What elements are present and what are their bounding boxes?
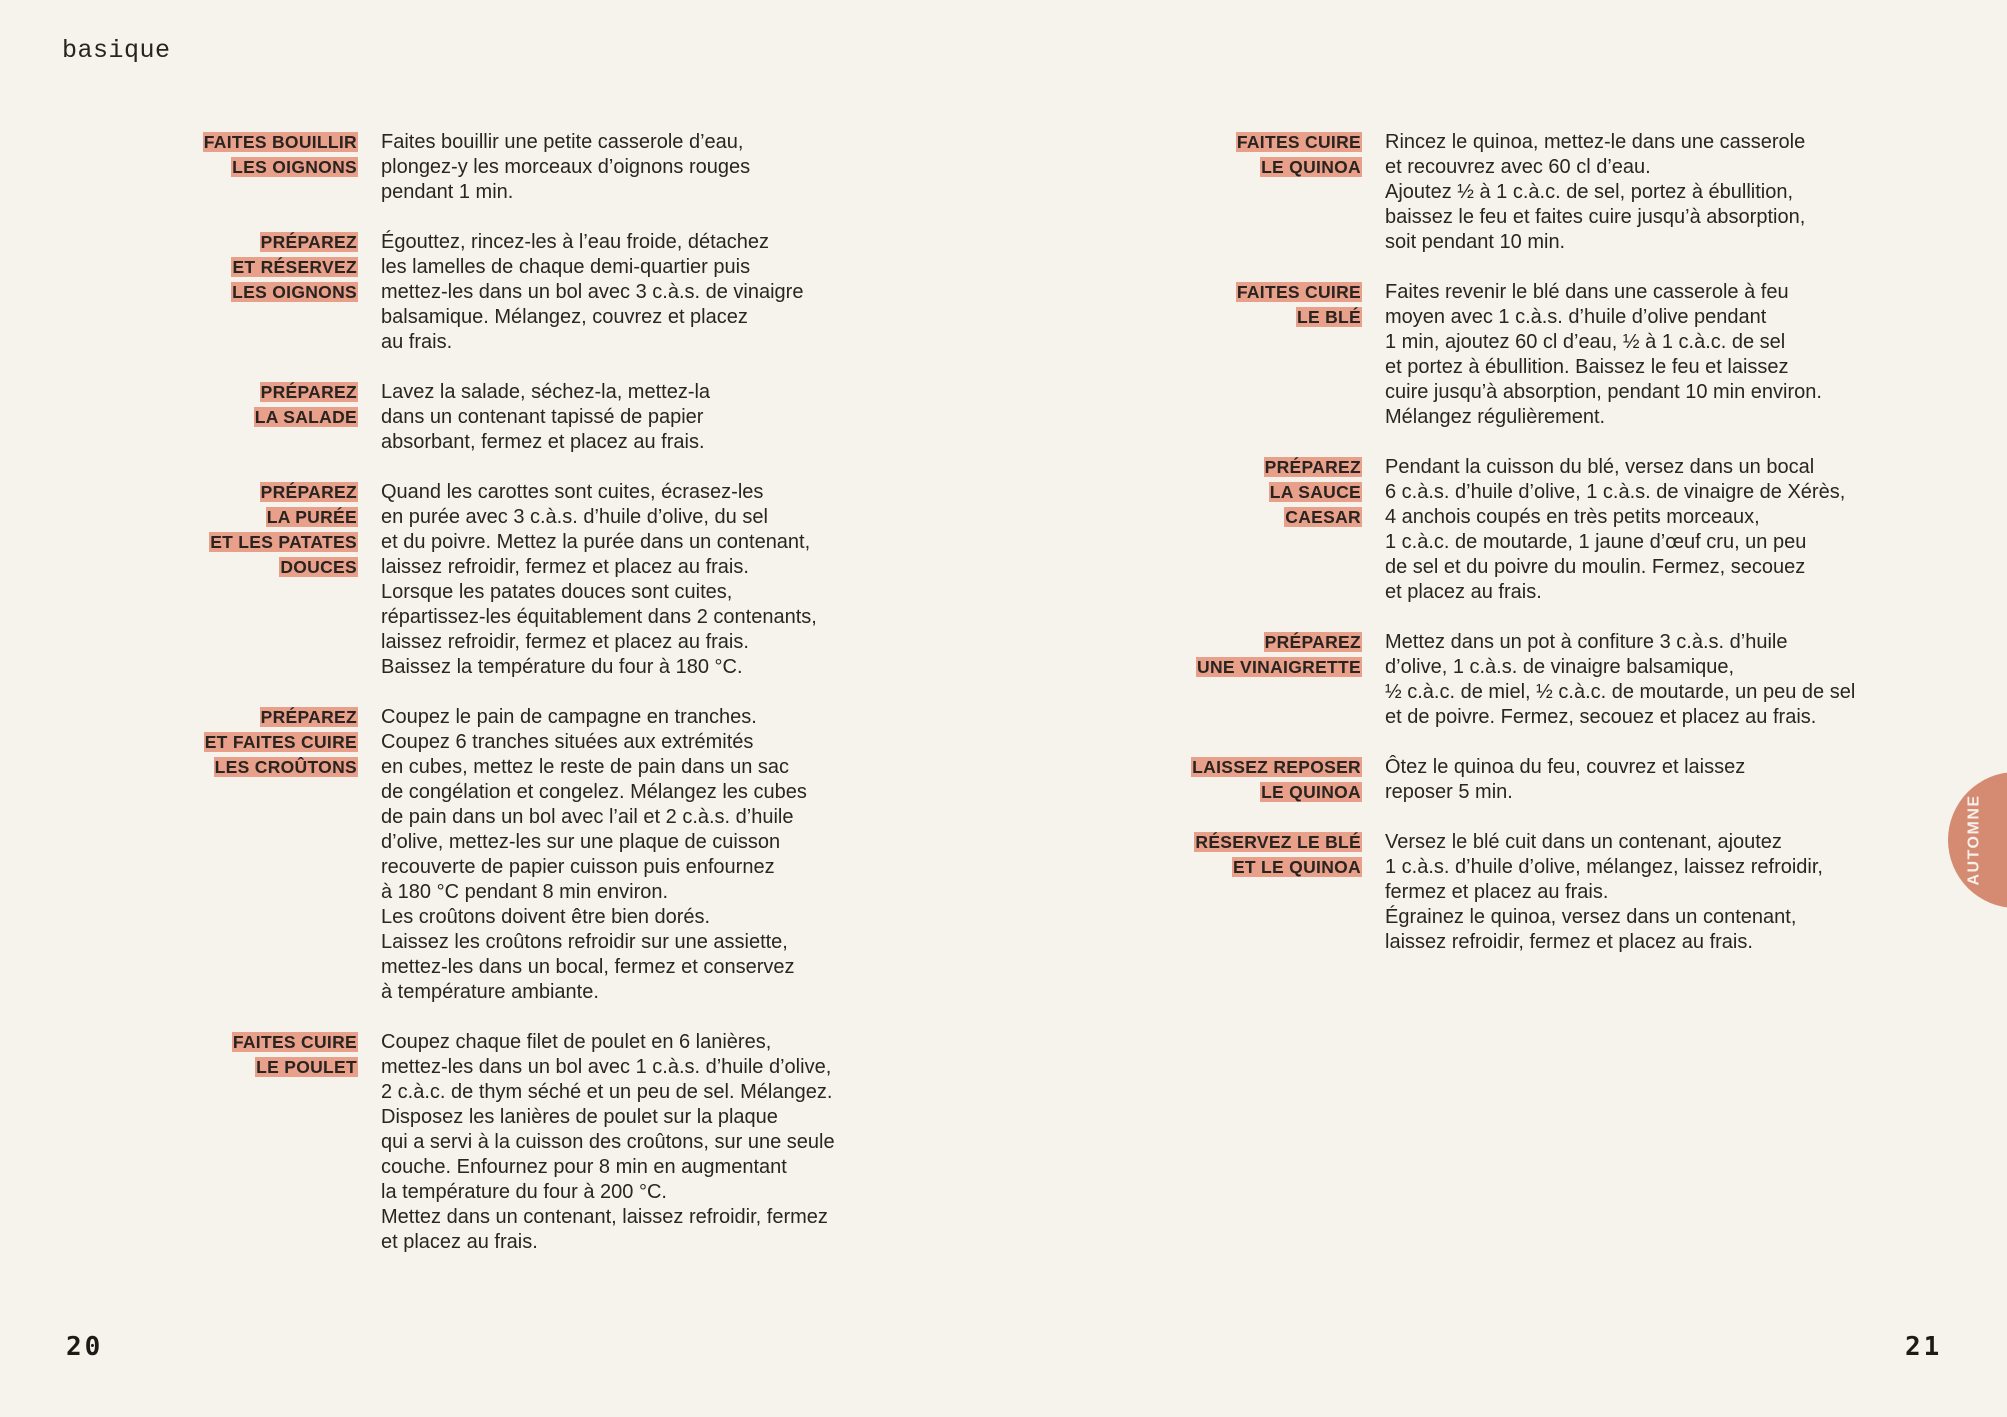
step-text-line: et du poivre. Mettez la purée dans un contenant, [381, 531, 811, 553]
recipe-step [1004, 830, 1924, 955]
step-text-line: cuire jusqu’à absorption, pendant 10 min environ. [1385, 381, 1822, 403]
right-page-steps [1004, 130, 1924, 980]
step-label-line: PRÉPAREZ [260, 382, 357, 402]
step-text [381, 705, 921, 1005]
step-text-line: de pain dans un bol avec l’ail et 2 c.à.s. d’huile [381, 806, 794, 828]
step-text-line: Coupez chaque filet de poulet en 6 lanières, [381, 1031, 772, 1053]
step-label [0, 1030, 358, 1255]
step-text-line: Quand les carottes sont cuites, écrasez-les [381, 481, 764, 503]
step-text-line: d’olive, mettez-les sur une plaque de cuisson [381, 831, 781, 853]
recipe-step [1004, 280, 1924, 430]
step-label-line: LE POULET [256, 1057, 357, 1077]
step-label-line: LA SAUCE [1269, 482, 1361, 502]
step-text-line: de sel et du poivre du moulin. Fermez, secouez [1385, 556, 1806, 578]
step-text-line: absorbant, fermez et placez au frais. [381, 431, 705, 453]
recipe-step [0, 1030, 960, 1255]
recipe-step [0, 705, 960, 1005]
recipe-step [1004, 755, 1924, 805]
step-text-line: 1 c.à.s. d’huile d’olive, mélangez, laissez refroidir, [1385, 856, 1823, 878]
step-text-line: ½ c.à.c. de miel, ½ c.à.c. de moutarde, un peu de sel [1385, 681, 1856, 703]
step-label-line: ET LES PATATES [210, 532, 357, 552]
step-text-line: reposer 5 min. [1385, 781, 1513, 803]
step-text-line: à température ambiante. [381, 981, 599, 1003]
step-text-line: de congélation et congelez. Mélangez les cubes [381, 781, 807, 803]
step-label-line: LES OIGNONS [232, 157, 357, 177]
step-label-line: ET FAITES CUIRE [204, 732, 357, 752]
step-text-line: d’olive, 1 c.à.s. de vinaigre balsamique, [1385, 656, 1735, 678]
step-text-line: recouverte de papier cuisson puis enfournez [381, 856, 775, 878]
recipe-step [0, 380, 960, 455]
step-text-line: Égrainez le quinoa, versez dans un contenant, [1385, 906, 1797, 928]
step-label-line: ET RÉSERVEZ [232, 257, 357, 277]
step-text-line: la température du four à 200 °C. [381, 1181, 667, 1203]
step-text-line: en purée avec 3 c.à.s. d’huile d’olive, du sel [381, 506, 768, 528]
step-label-line: PRÉPAREZ [260, 482, 357, 502]
step-text-line: en cubes, mettez le reste de pain dans un sac [381, 756, 790, 778]
step-label-line: LE BLÉ [1296, 307, 1361, 327]
step-text-line: Rincez le quinoa, mettez-le dans une casserole [1385, 131, 1806, 153]
step-label-line: LE QUINOA [1261, 157, 1361, 177]
step-text-line: Pendant la cuisson du blé, versez dans un bocal [1385, 456, 1815, 478]
step-label-line: PRÉPAREZ [1264, 457, 1361, 477]
step-text-line: Égouttez, rincez-les à l’eau froide, détachez [381, 231, 769, 253]
step-text-line: Faites bouillir une petite casserole d’eau, [381, 131, 744, 153]
step-text [1385, 830, 1925, 955]
step-text [1385, 755, 1925, 805]
step-label [1004, 755, 1362, 805]
page-header-title: basique [62, 36, 171, 65]
step-label-line: PRÉPAREZ [260, 232, 357, 252]
step-label-line: LAISSEZ REPOSER [1192, 757, 1361, 777]
step-text-line: Les croûtons doivent être bien dorés. [381, 906, 711, 928]
step-text-line: et placez au frais. [381, 1231, 538, 1253]
step-text-line: et de poivre. Fermez, secouez et placez au frais. [1385, 706, 1817, 728]
page-number-right: 21 [1905, 1332, 1943, 1362]
step-label-line: PRÉPAREZ [1264, 632, 1361, 652]
step-text-line: Lavez la salade, séchez-la, mettez-la [381, 381, 711, 403]
step-label [1004, 130, 1362, 255]
step-text [1385, 630, 1925, 730]
step-text-line: moyen avec 1 c.à.s. d’huile d’olive pendant [1385, 306, 1767, 328]
step-label-line: UNE VINAIGRETTE [1197, 657, 1361, 677]
step-label-line: LA PURÉE [266, 507, 357, 527]
step-label [0, 705, 358, 1005]
step-text-line: Mettez dans un contenant, laissez refroidir, fermez [381, 1206, 828, 1228]
step-label-line: CAESAR [1285, 507, 1361, 527]
step-text-line: répartissez-les équitablement dans 2 contenants, [381, 606, 817, 628]
season-tab-label-wrap [1952, 772, 1998, 908]
recipe-step [0, 130, 960, 205]
step-text-line: Coupez le pain de campagne en tranches. [381, 706, 757, 728]
step-text-line: Coupez 6 tranches situées aux extrémités [381, 731, 754, 753]
step-text-line: couche. Enfournez pour 8 min en augmentant [381, 1156, 787, 1178]
recipe-step [0, 230, 960, 355]
step-text-line: les lamelles de chaque demi-quartier puis [381, 256, 751, 278]
step-text-line: mettez-les dans un bocal, fermez et conservez [381, 956, 795, 978]
step-text-line: 2 c.à.c. de thym séché et un peu de sel. Mélangez. [381, 1081, 833, 1103]
step-text-line: et recouvrez avec 60 cl d’eau. [1385, 156, 1651, 178]
step-label-line: FAITES CUIRE [1236, 282, 1361, 302]
step-label-line: PRÉPAREZ [260, 707, 357, 727]
step-label-line: LES CROÛTONS [214, 757, 357, 777]
step-text-line: Lorsque les patates douces sont cuites, [381, 581, 733, 603]
step-text-line: Laissez les croûtons refroidir sur une assiette, [381, 931, 788, 953]
step-text-line: laissez refroidir, fermez et placez au frais. [1385, 931, 1753, 953]
step-text-line: fermez et placez au frais. [1385, 881, 1609, 903]
step-text [381, 130, 921, 205]
step-text-line: Baissez la température du four à 180 °C. [381, 656, 743, 678]
step-text-line: plongez-y les morceaux d’oignons rouges [381, 156, 751, 178]
step-label [1004, 630, 1362, 730]
step-text-line: et portez à ébullition. Baissez le feu et laissez [1385, 356, 1789, 378]
page-number-left: 20 [66, 1332, 104, 1362]
left-page-steps [0, 130, 960, 1280]
recipe-step [1004, 130, 1924, 255]
step-text-line: qui a servi à la cuisson des croûtons, sur une seule [381, 1131, 835, 1153]
step-label [1004, 280, 1362, 430]
step-text-line: 1 c.à.c. de moutarde, 1 jaune d’œuf cru, un peu [1385, 531, 1807, 553]
recipe-step [0, 480, 960, 680]
step-text [381, 1030, 921, 1255]
step-text [381, 480, 921, 680]
step-label-line: FAITES BOUILLIR [203, 132, 357, 152]
step-text [381, 230, 921, 355]
step-label-line: LA SALADE [254, 407, 357, 427]
step-text-line: Disposez les lanières de poulet sur la plaque [381, 1106, 778, 1128]
step-label-line: RÉSERVEZ LE BLÉ [1195, 832, 1361, 852]
recipe-step [1004, 630, 1924, 730]
step-text-line: pendant 1 min. [381, 181, 514, 203]
step-label-line: FAITES CUIRE [232, 1032, 357, 1052]
step-text-line: mettez-les dans un bol avec 3 c.à.s. de vinaigre [381, 281, 804, 303]
step-label [1004, 455, 1362, 605]
step-text-line: laissez refroidir, fermez et placez au frais. [381, 556, 749, 578]
step-text-line: 1 min, ajoutez 60 cl d’eau, ½ à 1 c.à.c. de sel [1385, 331, 1786, 353]
step-text-line: soit pendant 10 min. [1385, 231, 1566, 253]
step-text-line: Versez le blé cuit dans un contenant, ajoutez [1385, 831, 1782, 853]
step-label [0, 130, 358, 205]
step-text-line: au frais. [381, 331, 453, 353]
step-text-line: Mélangez régulièrement. [1385, 406, 1606, 428]
step-label-line: FAITES CUIRE [1236, 132, 1361, 152]
recipe-step [1004, 455, 1924, 605]
step-text-line: Ajoutez ½ à 1 c.à.c. de sel, portez à ébullition, [1385, 181, 1794, 203]
step-label [0, 380, 358, 455]
step-label [1004, 830, 1362, 955]
step-text-line: balsamique. Mélangez, couvrez et placez [381, 306, 748, 328]
step-text [1385, 130, 1925, 255]
step-text-line: dans un contenant tapissé de papier [381, 406, 704, 428]
season-tab-label: AUTOMNE [1966, 794, 1983, 886]
step-text-line: laissez refroidir, fermez et placez au frais. [381, 631, 749, 653]
step-label [0, 480, 358, 680]
step-text-line: Mettez dans un pot à confiture 3 c.à.s. d’huile [1385, 631, 1788, 653]
step-label-line: DOUCES [280, 557, 357, 577]
step-label-line: ET LE QUINOA [1232, 857, 1361, 877]
step-label [0, 230, 358, 355]
step-text-line: Faites revenir le blé dans une casserole à feu [1385, 281, 1789, 303]
step-text-line: et placez au frais. [1385, 581, 1542, 603]
step-text [1385, 455, 1925, 605]
step-text-line: 6 c.à.s. d’huile d’olive, 1 c.à.s. de vinaigre de Xérès, [1385, 481, 1846, 503]
step-label-line: LE QUINOA [1261, 782, 1361, 802]
step-text-line: mettez-les dans un bol avec 1 c.à.s. d’huile d’olive, [381, 1056, 832, 1078]
step-text [1385, 280, 1925, 430]
step-text-line: Ôtez le quinoa du feu, couvrez et laissez [1385, 756, 1746, 778]
step-text-line: baissez le feu et faites cuire jusqu’à absorption, [1385, 206, 1806, 228]
step-text-line: à 180 °C pendant 8 min environ. [381, 881, 669, 903]
step-text [381, 380, 921, 455]
step-label-line: LES OIGNONS [232, 282, 357, 302]
step-text-line: 4 anchois coupés en très petits morceaux, [1385, 506, 1760, 528]
